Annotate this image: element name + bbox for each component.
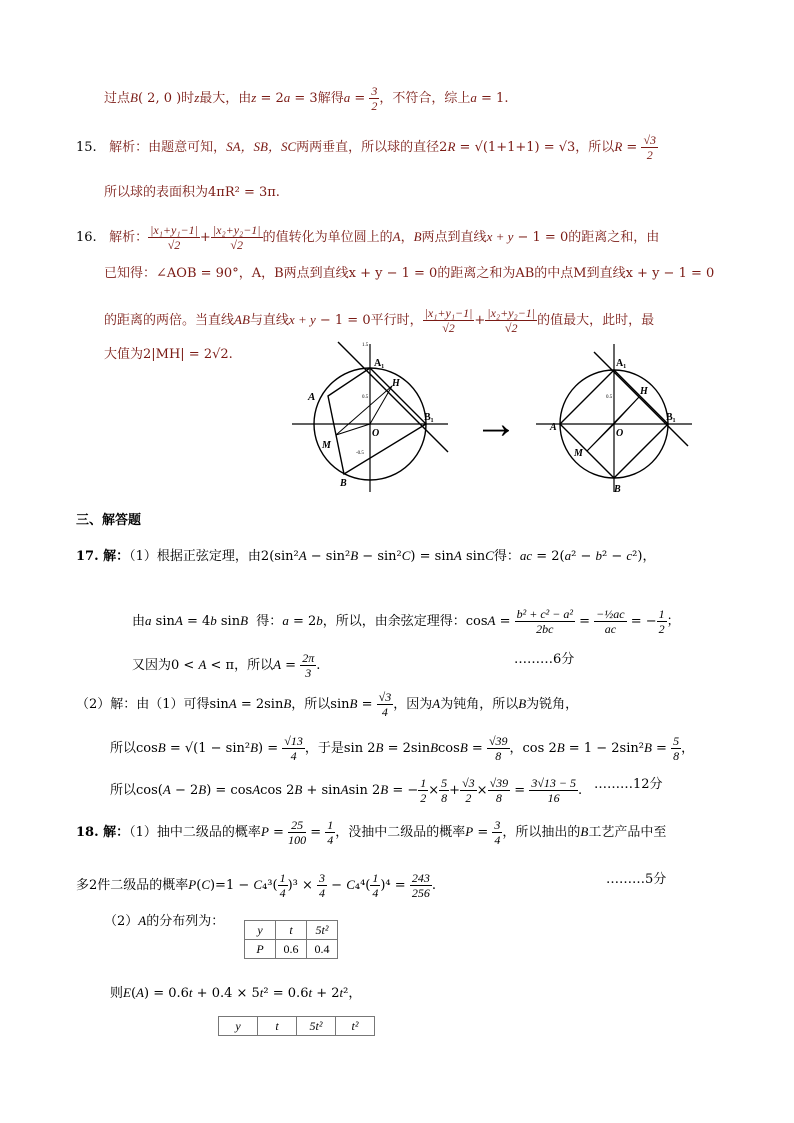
table-cell: t [258, 1017, 297, 1036]
p18-line-1: 18. 解：（1）抽中二级品的概率P = $\frac{25}{100}$ = $\frac{1}{4}$ ，没抽中二级品的概率P = $\frac{3}{4}$ ，所以抽出的B工艺产品中至 [76, 818, 667, 847]
table-row [245, 940, 338, 959]
p17-line-4: （2）解：由（1）可得sinA = 2sinB，所以sinB = $\frac{√3}{4}$ ，因为A为钝角，所以B为锐角， [76, 690, 579, 719]
p15-line-2: 所以球的表面积为4πR² = 3π. [104, 185, 280, 200]
label-M: M [574, 448, 583, 459]
distribution-table-1 [244, 920, 338, 959]
p17-line-1: 17. 解：（1）根据正弦定理，由2(sin²A − sin²B − sin²C) = sinA sinC得：ac = 2(a² − b² − c²)， [76, 548, 656, 564]
label-M: M [322, 440, 331, 451]
p15-line-1: 15. 解析：由题意可知，SA，SB，SC两两垂直，所以球的直径2R = √(1+1+1) = √3，所以R = $\frac{√3}{2}$ [76, 133, 657, 162]
table-cell: t [276, 921, 307, 940]
label-O: O [616, 428, 624, 439]
label-B: B [340, 478, 347, 489]
label-A1: A₁ [616, 358, 627, 369]
right-figure [536, 344, 692, 495]
p16-line-1: 16. 解析： $\frac{\text{|x₁+y₁−1|}}{√2}$ + $\frac{\text{|x₂+y₂−1|}}{√2}$ 的值转化为单位圆上的A，B两点到直线x + y − 1 = 0的距离之和，由 [76, 223, 660, 252]
line-l1: 过点B( 2, 0 )时z最大，由z = 2a = 3解得a = $\frac{3}{2}$ ，不符合，综上a = 1. [104, 84, 509, 113]
distribution-table-2 [218, 1016, 375, 1036]
table-row [245, 921, 338, 940]
table-cell: 5t² [297, 1017, 336, 1036]
left-figure [292, 342, 448, 492]
p16-line-4: 大值为2|MH| = 2√2. [104, 347, 233, 362]
p17-line-2: 由a sinA = 4b sinB 得：a = 2b，所以，由余弦定理得：cosA = $\frac{\text{b² + c² − a²}}{2bc}$ = $\frac{\text{−½ac}}{ac}$ = − $\frac{1}{2}$ ； [132, 607, 680, 636]
p16-line-3: 的距离的两倍。当直线AB与直线x + y − 1 = 0平行时， $\frac{\text{|x₁+y₁−1|}}{√2}$ + $\frac{\text{|x₂+y₂−1|}}{√2}$ 的值最大，此时，最 [104, 306, 655, 335]
label-H: H [640, 386, 648, 397]
label-O: O [372, 428, 380, 439]
p17-line-3: 又因为0 < A < π，所以A = $\frac{2\pi}{3}$ . [132, 651, 321, 680]
arrow-right: → [474, 399, 518, 448]
p16-line-2: 已知得：∠AOB = 90°，A，B两点到直线x + y − 1 = 0的距离之和为AB的中点M到直线x + y − 1 = 0 [104, 266, 715, 281]
p17-score-2: ………12分 [594, 777, 663, 792]
tick-label: 0.5 [362, 395, 369, 400]
table-cell: y [219, 1017, 258, 1036]
label-A1: A₁ [374, 358, 385, 369]
p17-line-5: 所以cosB = √(1 − sin²B) = $\frac{√13}{4}$ ，于是sin 2B = 2sinBcosB = $\frac{√39}{8}$ ，cos 2B = 1 − 2sin²B = $\frac{5}{8}$ ， [110, 734, 695, 763]
table-row [219, 1017, 375, 1036]
section-3-title: 三、解答题 [76, 513, 142, 528]
p18-line-4: 则E(A) = 0.6t + 0.4 × 5t² = 0.6t + 2t²， [110, 985, 362, 1001]
p18-line-3: （2）A的分布列为： [104, 913, 225, 929]
label-B: B [614, 484, 621, 495]
p17-score-1: ………6分 [514, 652, 575, 667]
label-B1: B₁ [424, 412, 434, 423]
label-A: A [308, 391, 316, 403]
table-cell: 0.4 [307, 940, 338, 959]
label-A: A [550, 422, 557, 433]
p18-line-2: 多2件二级品的概率P(C)=1 − C₄³( $\frac{1}{4}$ )³ × $\frac{3}{4}$ − C₄⁴( $\frac{1}{4}$ )⁴ = $\frac{243}{256}$ . [76, 871, 436, 900]
table-cell: 5t² [307, 921, 338, 940]
table-cell: y [245, 921, 276, 940]
table-cell: 0.6 [276, 940, 307, 959]
p18-score-1: ………5分 [606, 872, 667, 887]
table-cell: t² [336, 1017, 375, 1036]
p17-line-6: 所以cos(A − 2B) = cosAcos 2B + sinAsin 2B = − $\frac{1}{2}$ × $\frac{5}{8}$ + $\frac{√3}{2}$ × $\frac{√39}{8}$ = $\frac{3√13 - 5}{16}$ . [110, 776, 583, 805]
label-B1: B₁ [666, 412, 676, 423]
tick-label: 0.5 [606, 395, 613, 400]
tick-label: -0.5 [356, 451, 364, 456]
figure-circles [288, 338, 704, 498]
label-H: H [392, 378, 400, 389]
table-cell: P [245, 940, 276, 959]
tick-label: 1.5 [362, 343, 369, 348]
